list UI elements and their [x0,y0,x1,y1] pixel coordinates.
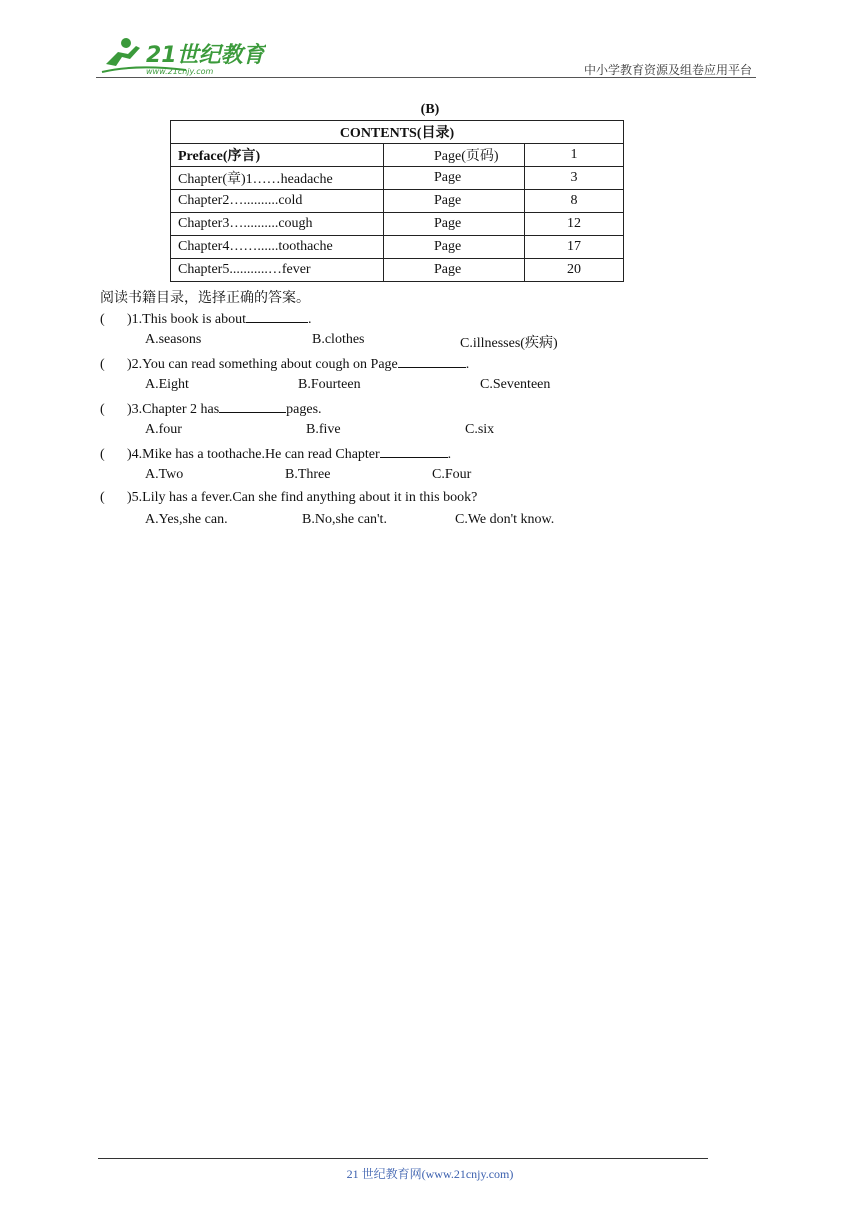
chapter-cell: Preface(序言) [171,144,384,167]
option-a[interactable]: A.Eight [145,377,189,392]
question-text: )2.You can read something about cough on Page [127,357,398,372]
answer-blank[interactable] [219,400,286,413]
option-c[interactable]: C.We don't know. [455,512,555,527]
question-text: )1.This book is about [127,312,246,327]
table-row [171,144,624,167]
question-text-end: . [465,357,470,372]
table-row [171,167,624,190]
question-text-end: . [308,312,312,327]
page-number-cell: 12 [525,213,624,236]
logo-21cnjy [96,34,266,78]
question-3 [100,400,322,418]
section-title: (B) [420,102,440,117]
table-row [171,213,624,236]
option-b[interactable]: B.No,she can't. [302,512,387,527]
instructions: 阅读书籍目录，选择正确的答案。 [100,291,310,306]
page-label-cell: Page(页码) [384,144,525,167]
answer-paren[interactable]: ( [100,447,105,462]
answer-blank[interactable] [246,310,308,323]
footer-divider [98,1158,708,1159]
answer-blank[interactable] [380,445,448,458]
answer-blank[interactable] [398,355,466,368]
footer-text[interactable]: 21 世纪教育网(www.21cnjy.com) [346,1167,514,1181]
option-a[interactable]: A.Yes,she can. [145,512,228,527]
option-b[interactable]: B.clothes [312,332,365,347]
question-text-end: . [447,447,452,462]
header-divider [96,77,756,78]
option-b[interactable]: B.Fourteen [298,377,361,392]
question-text: )3.Chapter 2 has [127,402,220,417]
chapter-cell: Chapter2…..........cold [171,190,384,213]
chapter-cell: Chapter3…..........cough [171,213,384,236]
contents-table [170,120,624,282]
option-a[interactable]: A.Two [145,467,184,482]
logo-url: www.21cnjy.com [146,67,214,76]
page-label-cell: Page [384,259,525,282]
question-5 [100,490,477,506]
option-a[interactable]: A.seasons [145,332,202,347]
page-number-cell: 17 [525,236,624,259]
question-1 [100,310,312,328]
chapter-cell: Chapter5...........…fever [171,259,384,282]
option-b[interactable]: B.Three [285,467,331,482]
chapter-cell: Chapter(章)1……headache [171,167,384,190]
option-c[interactable]: C.illnesses(疾病) [460,336,558,351]
table-row [171,236,624,259]
logo-text: 21世纪教育 [146,43,265,68]
answer-paren[interactable]: ( [100,490,105,505]
table-title: CONTENTS(目录) [171,121,624,144]
platform-name: 中小学教育资源及组卷应用平台 [583,63,752,77]
question-4 [100,445,451,463]
option-a[interactable]: A.four [145,422,182,437]
option-b[interactable]: B.five [306,422,341,437]
page-number-cell: 20 [525,259,624,282]
question-text: )5.Lily has a fever.Can she find anything about it in this book? [127,490,478,505]
answer-paren[interactable]: ( [100,357,105,372]
option-c[interactable]: C.six [465,422,495,437]
table-row [171,190,624,213]
page-number-cell: 3 [525,167,624,190]
option-c[interactable]: C.Four [432,467,472,482]
page-header [96,34,756,78]
page-number-cell: 8 [525,190,624,213]
question-text-end: pages. [286,402,322,417]
table-title-row [171,121,624,144]
page-number-cell: 1 [525,144,624,167]
answer-paren[interactable]: ( [100,402,105,417]
page-label-cell: Page [384,190,525,213]
question-text: )4.Mike has a toothache.He can read Chapter [127,447,380,462]
page-label-cell: Page [384,213,525,236]
page-label-cell: Page [384,236,525,259]
option-c[interactable]: C.Seventeen [480,377,551,392]
page-label-cell: Page [384,167,525,190]
table-row [171,259,624,282]
answer-paren[interactable]: ( [100,312,105,327]
question-2 [100,355,469,373]
chapter-cell: Chapter4……......toothache [171,236,384,259]
